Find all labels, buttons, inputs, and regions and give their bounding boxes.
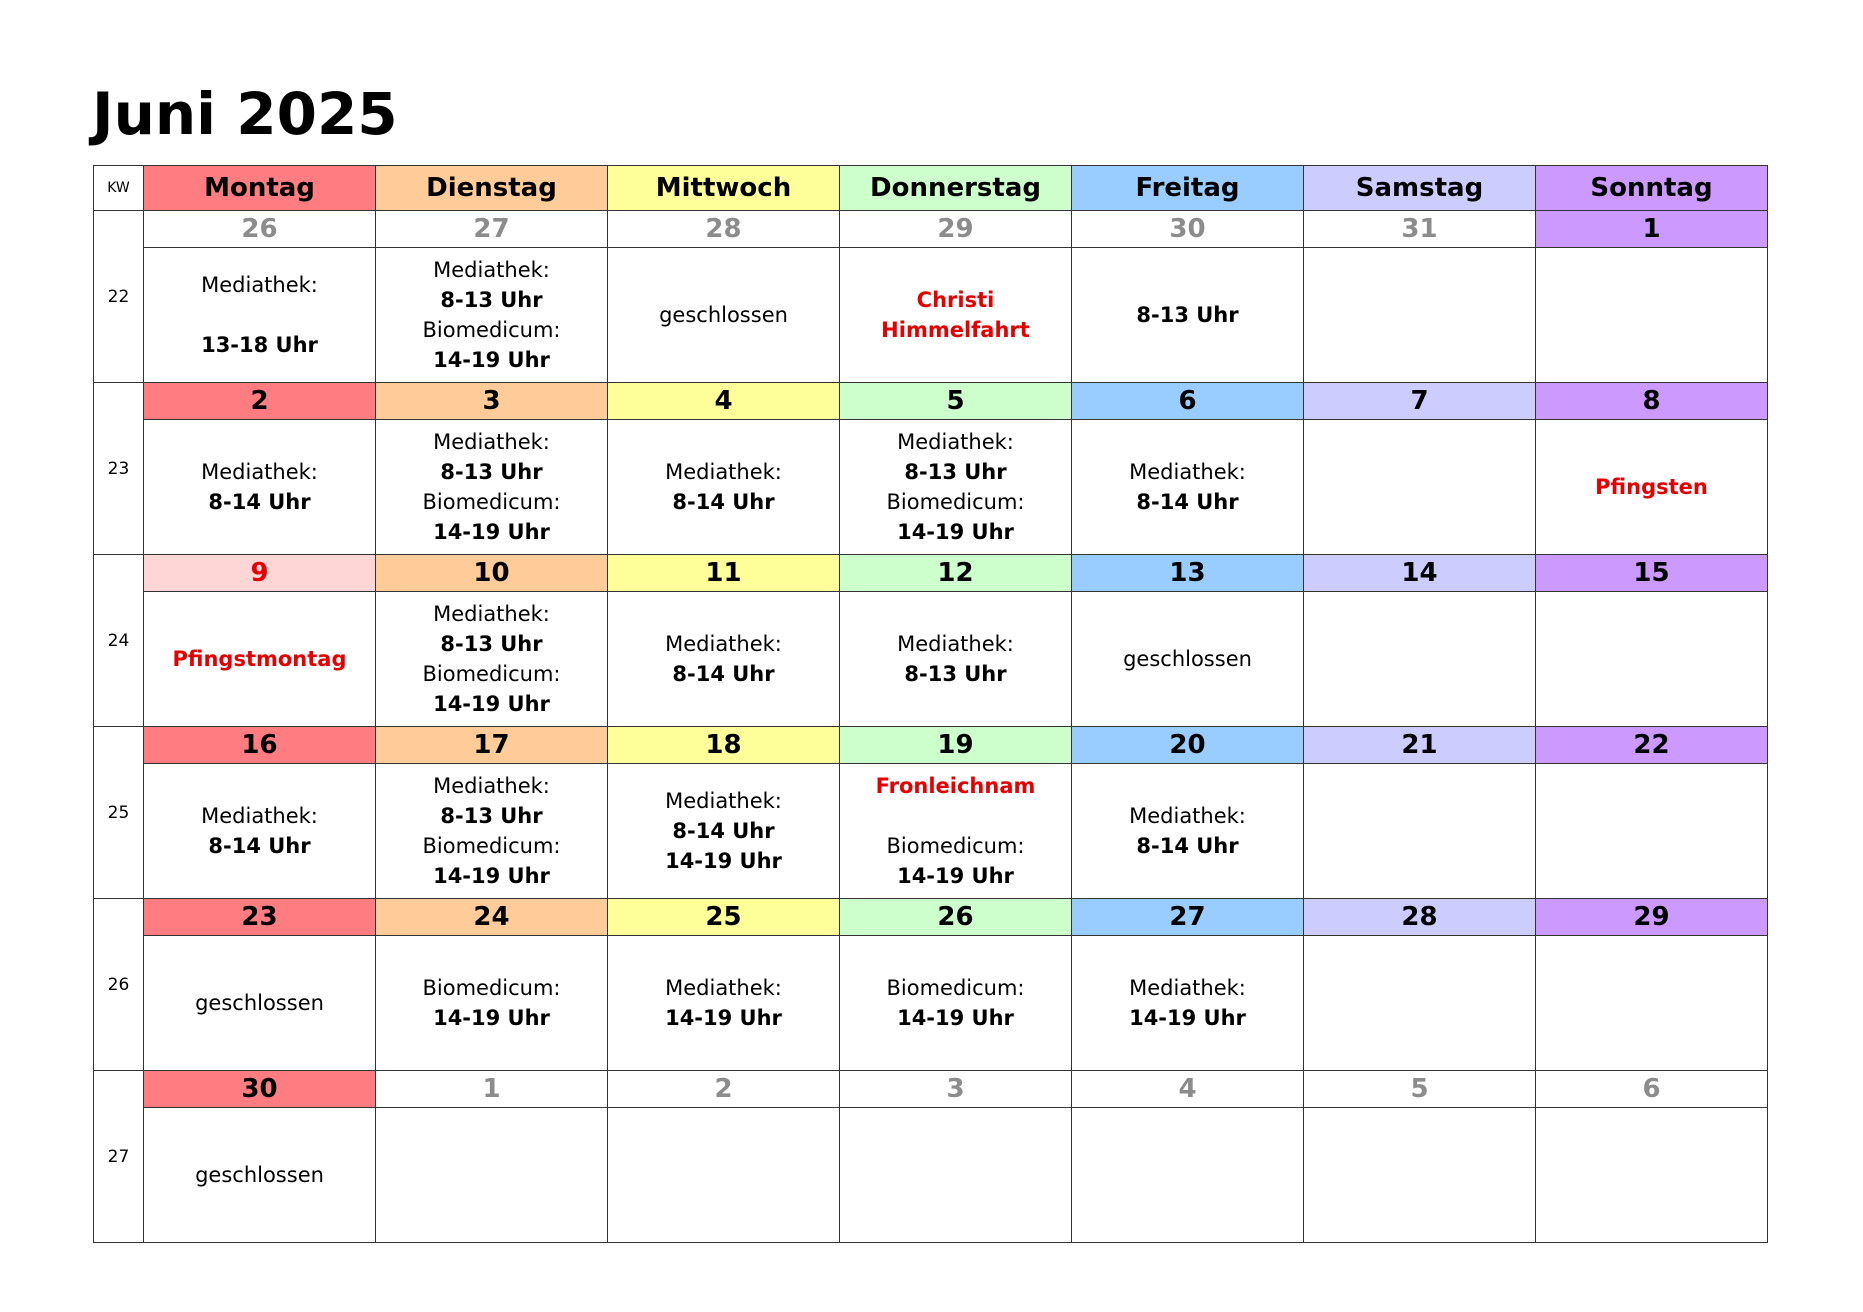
day-content-cell [1536,764,1768,899]
day-content-cell [1536,420,1768,555]
location-label: Mediathek: [1129,976,1246,1000]
location-label [144,300,375,330]
hours-text: 8-13 Uhr [440,804,543,828]
date-cell: 6 [1536,1071,1768,1108]
day-content-cell [608,764,840,899]
hours-text: 14-19 Uhr [1129,1006,1246,1030]
location-label: Mediathek: [897,430,1014,454]
location-label: Mediathek: [433,602,550,626]
location-label: Mediathek: [665,460,782,484]
date-row [94,1071,1768,1108]
day-content-cell [1304,420,1536,555]
day-content-cell [608,420,840,555]
content-row [94,592,1768,727]
holiday-label: Pfingsten [1595,475,1708,499]
date-cell: 28 [1304,899,1536,936]
weekday-header-samstag: Samstag [1304,166,1536,211]
date-cell: 8 [1536,383,1768,420]
weekday-header-freitag: Freitag [1072,166,1304,211]
week-number: 25 [94,727,144,899]
day-content-cell [1536,1108,1768,1243]
date-cell: 29 [840,211,1072,248]
hours-text: 8-13 Uhr [440,460,543,484]
location-label [840,801,1071,831]
weekday-header-sonntag: Sonntag [1536,166,1768,211]
date-cell: 20 [1072,727,1304,764]
date-cell: 27 [1072,899,1304,936]
date-cell: 10 [376,555,608,592]
day-content-cell [608,592,840,727]
day-content-cell [1304,592,1536,727]
day-content-cell [376,764,608,899]
location-label: Biomedicum: [886,834,1025,858]
date-cell: 26 [144,211,376,248]
day-content-cell [840,764,1072,899]
location-label: Mediathek: [665,632,782,656]
location-label: Mediathek: [201,804,318,828]
day-content-cell [144,1108,376,1243]
day-content-cell [608,248,840,383]
date-cell: 1 [1536,211,1768,248]
location-label: Mediathek: [665,789,782,813]
hours-text: 14-19 Uhr [433,348,550,372]
hours-text: 14-19 Uhr [897,1006,1014,1030]
hours-text: 14-19 Uhr [433,864,550,888]
hours-text: 8-14 Uhr [1136,834,1239,858]
kw-header: KW [94,166,144,211]
day-content-cell [608,1108,840,1243]
hours-text: 13-18 Uhr [201,333,318,357]
day-content-cell [840,592,1072,727]
location-label: Mediathek: [433,258,550,282]
date-cell: 22 [1536,727,1768,764]
location-label: Mediathek: [1129,460,1246,484]
calendar-body [94,211,1768,1243]
location-label: Mediathek: [201,273,318,297]
date-row [94,899,1768,936]
day-content-cell [840,936,1072,1071]
day-content-cell [144,420,376,555]
day-content-cell [840,1108,1072,1243]
location-label: geschlossen [659,303,788,327]
location-label: Mediathek: [897,632,1014,656]
day-content-cell [1304,1108,1536,1243]
hours-text: 8-14 Uhr [1136,490,1239,514]
day-content-cell [1536,248,1768,383]
date-cell: 11 [608,555,840,592]
day-content-cell [376,936,608,1071]
hours-text: 8-13 Uhr [440,288,543,312]
page-title: Juni 2025 [92,80,398,148]
date-cell: 29 [1536,899,1768,936]
location-label: Biomedicum: [422,976,561,1000]
weekday-header-montag: Montag [144,166,376,211]
hours-text: 14-19 Uhr [433,520,550,544]
day-content-cell [1072,592,1304,727]
date-row [94,555,1768,592]
date-cell: 9 [144,555,376,592]
day-content-cell [608,936,840,1071]
hours-text: 8-14 Uhr [208,834,311,858]
week-number: 24 [94,555,144,727]
hours-text: 14-19 Uhr [433,1006,550,1030]
weekday-header-mittwoch: Mittwoch [608,166,840,211]
location-label: Mediathek: [1129,804,1246,828]
date-cell: 5 [840,383,1072,420]
day-content-cell [1536,592,1768,727]
date-cell: 4 [608,383,840,420]
week-number: 27 [94,1071,144,1243]
day-content-cell [144,936,376,1071]
date-cell: 2 [144,383,376,420]
day-content-cell [144,592,376,727]
day-content-cell [1072,248,1304,383]
date-cell: 17 [376,727,608,764]
date-cell: 26 [840,899,1072,936]
hours-text: 14-19 Uhr [897,864,1014,888]
day-content-cell [1304,248,1536,383]
date-cell: 4 [1072,1071,1304,1108]
date-cell: 30 [1072,211,1304,248]
content-row [94,764,1768,899]
day-content-cell [1304,936,1536,1071]
day-content-cell [376,1108,608,1243]
location-label: Biomedicum: [422,834,561,858]
date-cell: 19 [840,727,1072,764]
date-cell: 28 [608,211,840,248]
date-cell: 21 [1304,727,1536,764]
content-row [94,1108,1768,1243]
date-row [94,727,1768,764]
hours-text: 8-14 Uhr [208,490,311,514]
day-content-cell [376,248,608,383]
day-content-cell [1072,420,1304,555]
calendar-table [93,165,1768,1243]
hours-text: 14-19 Uhr [433,692,550,716]
location-label: Mediathek: [665,976,782,1000]
location-label: geschlossen [1123,647,1252,671]
hours-text: 8-13 Uhr [904,662,1007,686]
date-cell: 31 [1304,211,1536,248]
hours-text: 8-13 Uhr [1136,303,1239,327]
day-content-cell [1072,1108,1304,1243]
holiday-label: Christi Himmelfahrt [881,288,1030,342]
location-label: Biomedicum: [886,490,1025,514]
day-content-cell [144,764,376,899]
hours-text: 8-14 Uhr [672,662,775,686]
week-number: 26 [94,899,144,1071]
day-content-cell [840,420,1072,555]
location-label: Biomedicum: [886,976,1025,1000]
holiday-label: Pfingstmontag [172,647,347,671]
hours-text: 8-13 Uhr [904,460,1007,484]
location-label: Biomedicum: [422,490,561,514]
day-content-cell [1536,936,1768,1071]
date-cell: 14 [1304,555,1536,592]
content-row [94,248,1768,383]
location-label: Mediathek: [201,460,318,484]
location-label: geschlossen [195,1163,324,1187]
location-label: geschlossen [195,991,324,1015]
date-cell: 13 [1072,555,1304,592]
location-label: Mediathek: [433,774,550,798]
hours-text: 14-19 Uhr [665,1006,782,1030]
date-cell: 12 [840,555,1072,592]
hours-text: 14-19 Uhr [665,849,782,873]
date-cell: 18 [608,727,840,764]
day-content-cell [376,420,608,555]
week-number: 23 [94,383,144,555]
hours-text: 8-14 Uhr [672,490,775,514]
date-cell: 27 [376,211,608,248]
day-content-cell [1072,764,1304,899]
date-cell: 5 [1304,1071,1536,1108]
date-row [94,383,1768,420]
date-cell: 3 [376,383,608,420]
date-cell: 7 [1304,383,1536,420]
date-cell: 1 [376,1071,608,1108]
weekday-header-row [94,166,1768,211]
day-content-cell [144,248,376,383]
date-cell: 24 [376,899,608,936]
date-cell: 15 [1536,555,1768,592]
week-number: 22 [94,211,144,383]
date-row [94,211,1768,248]
date-cell: 25 [608,899,840,936]
content-row [94,936,1768,1071]
weekday-header-dienstag: Dienstag [376,166,608,211]
location-label: Biomedicum: [422,662,561,686]
day-content-cell [1304,764,1536,899]
hours-text: 8-13 Uhr [440,632,543,656]
location-label: Mediathek: [433,430,550,454]
content-row [94,420,1768,555]
date-cell: 6 [1072,383,1304,420]
hours-text: 14-19 Uhr [897,520,1014,544]
date-cell: 3 [840,1071,1072,1108]
date-cell: 30 [144,1071,376,1108]
date-cell: 23 [144,899,376,936]
day-content-cell [376,592,608,727]
hours-text: 8-14 Uhr [672,819,775,843]
weekday-header-donnerstag: Donnerstag [840,166,1072,211]
holiday-label: Fronleichnam [875,774,1036,798]
date-cell: 16 [144,727,376,764]
day-content-cell [1072,936,1304,1071]
day-content-cell [840,248,1072,383]
date-cell: 2 [608,1071,840,1108]
location-label: Biomedicum: [422,318,561,342]
